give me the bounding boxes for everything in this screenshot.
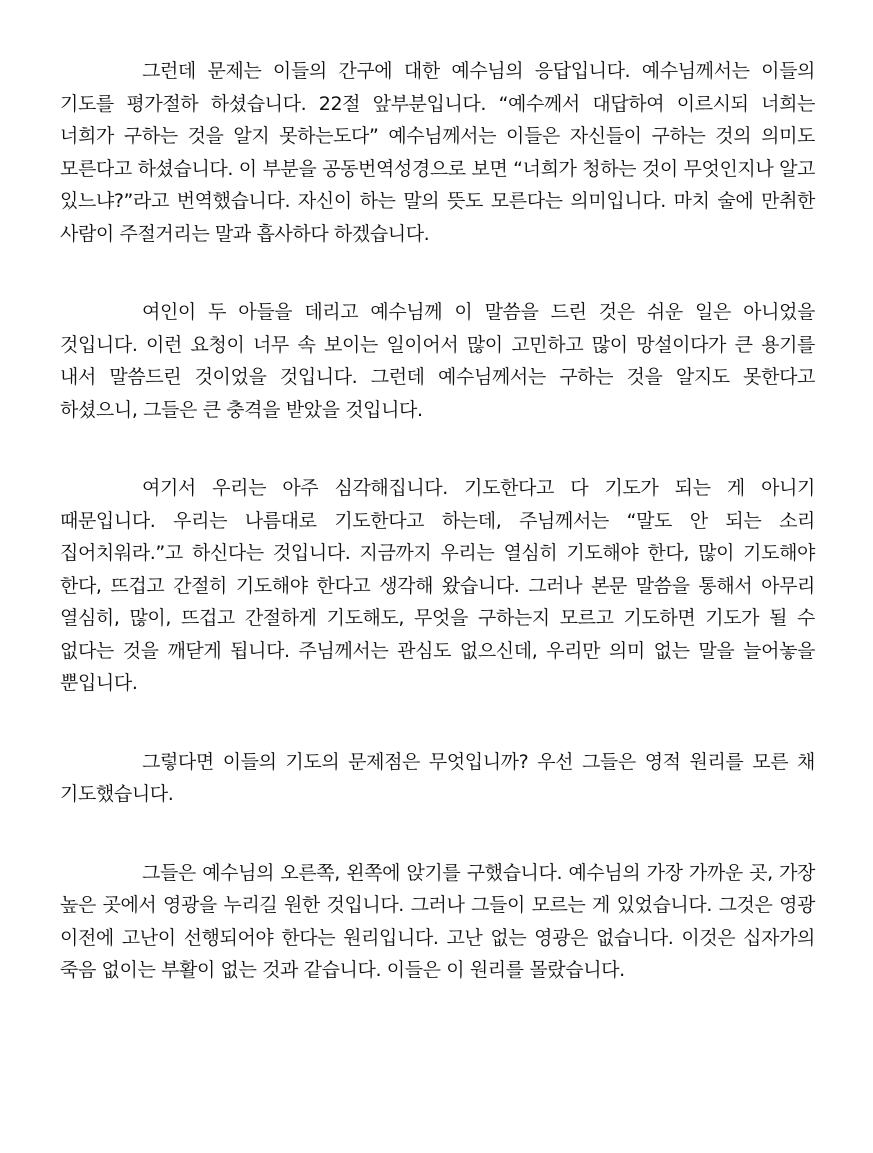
paragraph-1: 그런데 문제는 이들의 간구에 대한 예수님의 응답입니다. 예수님께서는 이들의 기도를 평가절하 하셨습니다. 22절 앞부분입니다. “예수께서 대답하여 이르시되 너희는 너희가 구하는 것을 알지 못하는도다” 예수님께서는 이들은 자신들이 구하는 것의 의미도 모른다고 하셨습니다. 이 부분을 공동번역성경으로 보면 “너희가 청하는 것이 무엇인지나 알고 있느냐?”라고 번역했습니다. 자신이 하는 말의 뜻도 모른다는 의미입니다. 마치 술에 만취한 사람이 주절거리는 말과 흡사하다 하겠습니다.: [60, 60, 815, 245]
paragraph-5: 그들은 예수님의 오른쪽, 왼쪽에 앉기를 구했습니다. 예수님의 가장 가까운 곳, 가장 높은 곳에서 영광을 누리길 원한 것입니다. 그러나 그들이 모르는 게 있었습니다. 그것은 영광 이전에 고난이 선행되어야 한다는 원리입니다. 고난 없는 영광은 없습니다. 이것은 십자가의 죽음 없이는 부활이 없는 것과 같습니다. 이들은 이 원리를 몰랐습니다.: [60, 861, 815, 981]
paragraph-2: 여인이 두 아들을 데리고 예수님께 이 말씀을 드린 것은 쉬운 일은 아니었을 것입니다. 이런 요청이 너무 속 보이는 일이어서 많이 고민하고 많이 망설이다가 큰 용기를 내서 말씀드린 것이었을 것입니다. 그런데 예수님께서는 구하는 것을 알지도 못한다고 하셨으니, 그들은 큰 충격을 받았을 것입니다.: [60, 301, 815, 421]
document-page: [60, 55, 815, 1033]
paragraph-3: 여기서 우리는 아주 심각해집니다. 기도한다고 다 기도가 되는 게 아니기 때문입니다. 우리는 나름대로 기도한다고 하는데, 주님께서는 “말도 안 되는 소리 집어치워라.”고 하신다는 것입니다. 지금까지 우리는 열심히 기도해야 한다, 많이 기도해야 한다, 뜨겁고 간절히 기도해야 한다고 생각해 왔습니다. 그러나 본문 말씀을 통해서 아무리 열심히, 많이, 뜨겁고 간절하게 기도해도, 무엇을 구하는지 모르고 기도하면 기도가 될 수 없다는 것을 깨닫게 됩니다. 주님께서는 관심도 없으신데, 우리만 의미 없는 말을 늘어놓을 뿐입니다.: [60, 477, 815, 694]
paragraph-4: 그렇다면 이들의 기도의 문제점은 무엇입니까? 우선 그들은 영적 원리를 모른 채 기도했습니다.: [60, 750, 815, 805]
